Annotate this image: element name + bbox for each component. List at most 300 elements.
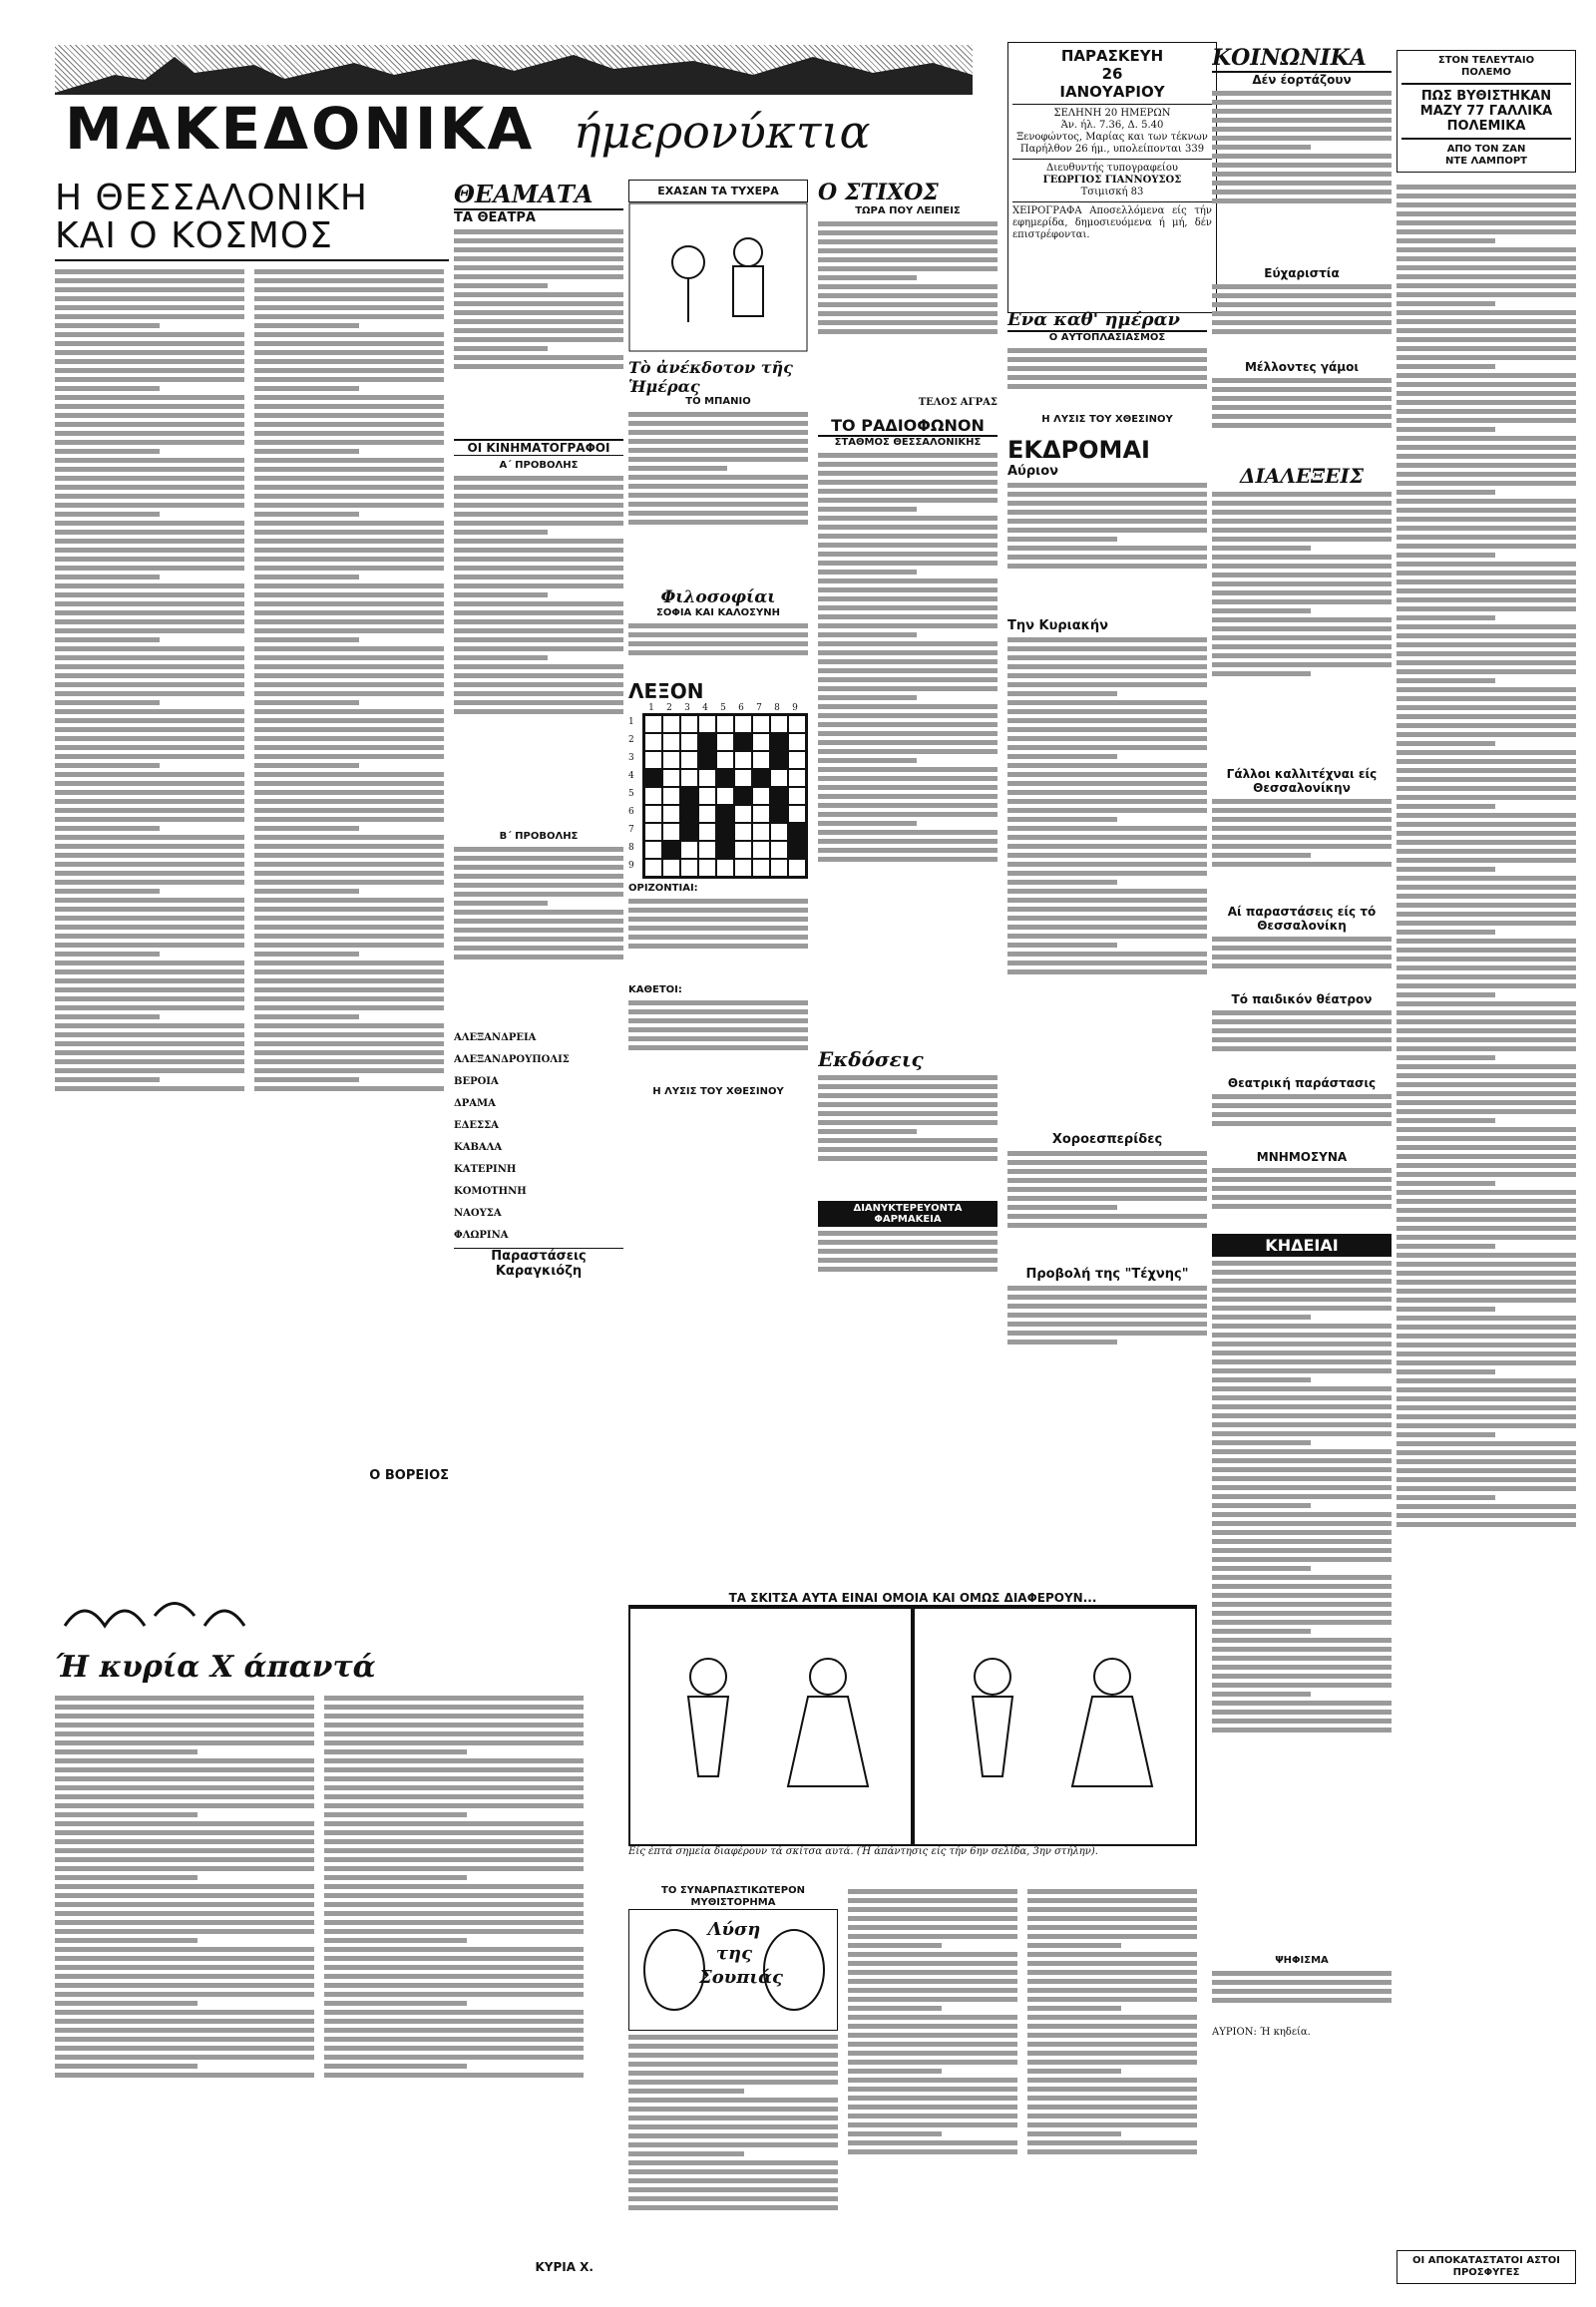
memorial-body	[1212, 1164, 1392, 1234]
radio-station: ΣΤΑΘΜΟΣ ΘΕΣΣΑΛΟΝΙΚΗΣ	[834, 437, 982, 448]
text-line	[1396, 1459, 1576, 1464]
text-line	[55, 431, 244, 436]
text-line	[1212, 1629, 1311, 1634]
text-line	[1212, 1306, 1392, 1311]
text-line	[1212, 1539, 1392, 1544]
text-line	[254, 754, 444, 759]
text-line	[818, 578, 998, 583]
text-line	[55, 1023, 244, 1028]
text-line	[1212, 1998, 1392, 2003]
text-line	[1212, 1584, 1392, 1589]
weddings-body	[1212, 374, 1392, 464]
text-line	[55, 1740, 314, 1745]
text-line	[1396, 1145, 1576, 1150]
text-line	[1007, 709, 1207, 714]
text-line	[254, 709, 444, 714]
karagiozis-heading: Παραστάσεις Καραγκιόζη	[454, 1248, 623, 1279]
lectures: ΔΙΑΛΕΞΕΙΣ	[1240, 464, 1364, 488]
text-line	[628, 2098, 838, 2103]
text-line	[324, 1938, 467, 1943]
wishes: Εύχαριστία	[1264, 266, 1340, 280]
text-line	[454, 310, 623, 315]
text-line	[1007, 763, 1207, 768]
text-line	[1396, 849, 1576, 854]
text-line	[818, 275, 917, 280]
crossword-grid	[642, 713, 808, 879]
text-line	[254, 799, 444, 804]
crossword-cell	[752, 715, 770, 733]
text-line	[454, 503, 623, 508]
text-line	[848, 2096, 1017, 2101]
text-line	[1396, 1262, 1576, 1267]
text-line	[1396, 229, 1576, 234]
text-line	[1396, 606, 1576, 611]
text-line	[254, 449, 359, 454]
artists-body	[1212, 795, 1392, 905]
text-line	[818, 1147, 998, 1152]
crossword-cell	[644, 715, 662, 733]
ekdromai-title: ΕΚΔΡΟΜΑΙ	[1007, 436, 1150, 464]
text-line	[1396, 1109, 1576, 1114]
text-line	[254, 476, 444, 481]
text-line	[1212, 671, 1311, 676]
text-line	[818, 471, 998, 476]
date-sun: Άν. ήλ. 7.36, Δ. 5.40	[1060, 120, 1164, 131]
text-line	[848, 1934, 1017, 1939]
psifisma-body	[1212, 1967, 1392, 2027]
text-line	[254, 925, 444, 930]
crossword-cell	[752, 751, 770, 769]
text-line	[1396, 741, 1495, 746]
bottom-text-col-b	[1027, 1885, 1197, 2284]
text-line	[55, 853, 244, 858]
text-line	[1396, 382, 1576, 387]
text-line	[55, 476, 244, 481]
text-line	[818, 1102, 998, 1107]
text-line	[1212, 1413, 1392, 1418]
text-line	[1007, 934, 1207, 939]
area-cinemas-list	[454, 1032, 623, 1242]
text-line	[1396, 508, 1576, 513]
text-line	[55, 1696, 314, 1701]
text-line	[254, 1005, 444, 1010]
text-line	[454, 283, 548, 288]
crossword-cell	[788, 823, 806, 841]
text-line	[628, 1036, 808, 1041]
text-line	[454, 955, 623, 960]
text-line	[1212, 1665, 1392, 1670]
cartoon2	[628, 1591, 1197, 1880]
text-line	[1396, 256, 1576, 261]
text-line	[1212, 284, 1392, 289]
text-line	[324, 1911, 584, 1916]
text-line	[55, 1911, 314, 1916]
cinemas-heading: ΟΙ ΚΙΝΗΜΑΤΟΓΡΑΦΟΙ	[454, 439, 623, 456]
text-line	[254, 996, 444, 1001]
text-line	[818, 257, 998, 262]
last-minute-headline: ΠΩΣ ΒΥΘΙΣΤΗΚΑΝ ΜΑΖΥ 77 ΓΑΛΛΙΚΑ ΠΟΛΕΜΙΚΑ	[1419, 89, 1553, 134]
childrens-theatre: Τό παιδικόν θέατρον	[1231, 992, 1373, 1006]
novel-body	[628, 2031, 838, 2284]
crossword-cell	[770, 841, 788, 859]
text-line	[628, 908, 808, 913]
text-line	[1396, 1037, 1576, 1042]
text-line	[1212, 519, 1392, 524]
text-line	[454, 892, 623, 897]
text-line	[818, 311, 998, 316]
text-line	[1396, 310, 1576, 315]
text-line	[1212, 1431, 1392, 1436]
text-line	[818, 1240, 998, 1245]
crossword-row-number: 8	[628, 843, 634, 853]
text-line	[1396, 436, 1576, 441]
text-line	[1212, 1449, 1392, 1454]
text-line	[818, 221, 998, 226]
crossword-cell	[788, 769, 806, 787]
text-line	[55, 1983, 314, 1988]
crossword-cell	[662, 751, 680, 769]
text-line	[1007, 546, 1207, 551]
text-line	[848, 2033, 1017, 2038]
text-line	[1212, 145, 1311, 150]
crossword-cell	[698, 733, 716, 751]
text-line	[1396, 1010, 1576, 1015]
text-line	[1007, 1196, 1207, 1201]
text-line	[454, 637, 623, 642]
text-line	[55, 350, 244, 355]
text-line	[1212, 293, 1392, 298]
text-line	[324, 1866, 584, 1871]
text-line	[848, 1916, 1017, 1921]
text-line	[848, 1961, 1017, 1966]
text-line	[818, 1129, 917, 1134]
text-line	[848, 1898, 1017, 1903]
koinonika-column	[1212, 45, 1392, 2289]
crossword-row-numbers	[628, 713, 642, 879]
text-line	[1007, 862, 1207, 867]
text-line	[55, 826, 160, 831]
text-line	[1212, 1719, 1392, 1724]
text-line	[848, 1970, 1017, 1975]
text-line	[254, 404, 444, 409]
crossword-solution-heading: Η ΛΥΣΙΣ ΤΟΥ ΧΘΕΣΙΝΟΥ	[652, 1086, 784, 1097]
text-line	[55, 1884, 314, 1889]
text-line	[818, 776, 998, 781]
crossword-cell	[788, 841, 806, 859]
crossword-cell	[662, 859, 680, 877]
future-weddings: Μέλλοντες γάμοι	[1244, 360, 1360, 374]
text-line	[454, 673, 623, 678]
text-line	[818, 740, 998, 745]
text-line	[628, 502, 808, 507]
text-line	[55, 494, 244, 499]
text-line	[454, 521, 623, 526]
text-line	[55, 2073, 314, 2078]
text-line	[628, 2169, 838, 2174]
text-line	[324, 2055, 584, 2060]
text-line	[1212, 414, 1392, 419]
area-heading: ΒΕΡΟΙΑ	[454, 1076, 499, 1087]
text-line	[1007, 1331, 1207, 1336]
text-line	[1396, 831, 1576, 836]
text-line	[55, 1947, 314, 1952]
text-line	[1396, 427, 1495, 432]
kath-imeran-body	[1007, 344, 1207, 414]
text-line	[1396, 579, 1576, 584]
text-line	[1396, 1064, 1576, 1069]
text-line	[55, 1723, 314, 1728]
text-line	[628, 2133, 838, 2138]
masthead-subtitle: ήμερονύκτια	[574, 105, 871, 159]
crossword-cell	[644, 787, 662, 805]
text-line	[1007, 718, 1207, 723]
text-line	[818, 587, 998, 592]
text-line	[254, 880, 444, 885]
area-heading: ΑΛΕΞΑΝΔΡΕΙΑ	[454, 1032, 537, 1043]
text-line	[254, 368, 444, 373]
text-line	[1007, 817, 1117, 822]
text-line	[1396, 1028, 1576, 1033]
text-line	[1007, 790, 1207, 795]
crossword-cell	[716, 733, 734, 751]
text-line	[454, 691, 623, 696]
crossword-cell	[788, 805, 806, 823]
text-line	[1396, 1495, 1495, 1500]
crossword-cell	[680, 823, 698, 841]
text-line	[628, 641, 808, 646]
text-line	[55, 736, 244, 741]
text-line	[1212, 564, 1392, 569]
text-line	[254, 987, 444, 992]
last-minute-body	[1396, 181, 1576, 2125]
text-line	[1007, 808, 1207, 813]
crossword-cell	[734, 715, 752, 733]
text-line	[1212, 1656, 1392, 1661]
cartoon2-caption: Είς έπτά σημεία διαφέρουν τά σκίτσα αυτά. (Ή άπάντησις είς τήν 6ην σελίδα, 3ην στήλην).	[628, 1846, 1098, 1857]
text-line	[254, 332, 444, 337]
text-line	[454, 346, 548, 351]
text-line	[1212, 190, 1392, 194]
text-line	[1212, 492, 1392, 497]
text-line	[848, 1952, 1017, 1957]
text-line	[1212, 1350, 1392, 1355]
text-line	[1212, 1980, 1392, 1985]
text-line	[818, 686, 998, 691]
filosofia-subtitle: ΣΟΦΙΑ ΚΑΙ ΚΑΛΟΣΥΝΗ	[655, 607, 780, 618]
text-line	[818, 462, 998, 467]
text-line	[55, 1848, 314, 1853]
text-line	[324, 1785, 584, 1790]
crossword-cell	[770, 859, 788, 877]
text-line	[1396, 472, 1576, 477]
text-line	[818, 1111, 998, 1116]
text-line	[818, 1075, 998, 1080]
text-line	[1007, 1187, 1207, 1192]
crossword-cell	[788, 715, 806, 733]
text-line	[324, 2010, 584, 2015]
text-line	[55, 440, 244, 445]
text-line	[628, 632, 808, 637]
text-line	[1007, 925, 1207, 930]
text-line	[1212, 510, 1392, 515]
text-line	[1027, 2015, 1197, 2020]
text-line	[324, 2046, 584, 2051]
text-line	[454, 301, 623, 306]
text-line	[1007, 1205, 1117, 1210]
last-minute-footer: ΟΙ ΑΠΟΚΑΤΑΣΤΑΤΟΙ ΑΣΤΟΙ ΠΡΟΣΦΥΓΕΣ	[1396, 2250, 1576, 2284]
text-line	[628, 2089, 744, 2094]
crossword-row-number: 5	[628, 789, 634, 799]
text-line	[324, 1857, 584, 1862]
text-line	[848, 1925, 1017, 1930]
text-line	[1027, 2087, 1197, 2092]
date-note: ΧΕΙΡΟΓΡΑΦΑ Αποσελλόμενα είς τήν εφημερίδα, δημοσιευόμενα ή μή, δέν επιστρέφονται.	[1012, 205, 1212, 240]
text-line	[818, 758, 917, 763]
text-line	[1027, 2078, 1197, 2083]
area-heading: ΝΑΟΥΣΑ	[454, 1208, 502, 1219]
text-line	[818, 641, 998, 646]
text-line	[254, 548, 444, 553]
text-line	[254, 907, 444, 912]
text-line	[1396, 1387, 1576, 1392]
text-line	[454, 628, 623, 633]
text-line	[454, 530, 548, 535]
text-line	[324, 1830, 584, 1835]
text-line	[818, 561, 998, 566]
text-line	[55, 2055, 314, 2060]
text-line	[1007, 528, 1207, 533]
text-line	[1007, 880, 1117, 885]
last-minute-column	[1396, 50, 1576, 2284]
text-line	[454, 494, 623, 499]
text-line	[1396, 1298, 1576, 1303]
memorial: ΜΝΗΜΟΣΥΝΑ	[1256, 1150, 1348, 1164]
text-line	[55, 754, 244, 759]
text-line	[1212, 1297, 1392, 1302]
crossword-cell	[716, 841, 734, 859]
text-line	[818, 677, 998, 682]
text-line	[1396, 651, 1576, 656]
text-line	[55, 1767, 314, 1772]
text-line	[1212, 1521, 1392, 1526]
text-line	[1212, 1512, 1392, 1517]
kuria-x-signature: ΚΥΡΙΑ Χ.	[535, 2260, 594, 2274]
text-line	[1007, 889, 1207, 894]
date-box	[1007, 42, 1217, 313]
crossword-cell	[788, 751, 806, 769]
text-line	[454, 865, 623, 870]
crossword-cell	[662, 805, 680, 823]
lectures-body	[1212, 488, 1392, 767]
text-line	[454, 364, 623, 369]
text-line	[1212, 608, 1311, 613]
masthead-skyline-icon	[55, 45, 973, 95]
text-line	[55, 287, 244, 292]
text-line	[1396, 373, 1576, 378]
text-line	[1212, 955, 1392, 960]
text-line	[454, 328, 623, 333]
crossword-column-number: 4	[702, 703, 708, 713]
text-line	[628, 944, 808, 949]
text-line	[254, 1041, 444, 1046]
text-line	[1396, 1208, 1576, 1213]
text-line	[1007, 826, 1207, 831]
text-line	[1396, 732, 1576, 737]
text-line	[55, 1749, 198, 1754]
text-line	[1212, 1503, 1311, 1508]
text-line	[1212, 1458, 1392, 1463]
childrens-body	[1212, 1006, 1392, 1076]
text-line	[254, 745, 444, 750]
crossword-cell	[662, 841, 680, 859]
text-line	[848, 1889, 1017, 1894]
text-line	[254, 637, 359, 642]
text-line	[1007, 357, 1207, 362]
crossword-row-number: 9	[628, 861, 634, 871]
text-line	[628, 1000, 808, 1005]
text-line	[818, 794, 998, 799]
text-line	[454, 919, 623, 924]
second-run-body	[454, 843, 623, 1022]
text-line	[324, 2019, 584, 2024]
crossword-cell	[698, 769, 716, 787]
text-line	[1212, 1288, 1392, 1293]
text-line	[848, 2042, 1017, 2047]
area-heading: ΚΑΤΕΡΙΝΗ	[454, 1164, 517, 1175]
ekdromai-tomorrow-body	[1007, 479, 1207, 618]
text-line	[55, 2046, 314, 2051]
text-line	[1212, 163, 1392, 168]
text-line	[848, 1907, 1017, 1912]
text-line	[454, 847, 623, 852]
text-line	[1396, 1360, 1576, 1365]
text-line	[55, 808, 244, 813]
crossword-cell	[788, 733, 806, 751]
main-story-title-2: ΚΑΙ Ο ΚΟΣΜΟΣ	[55, 215, 333, 256]
text-line	[1396, 319, 1576, 324]
text-line	[1212, 946, 1392, 951]
novel-column	[628, 1885, 838, 2284]
text-line	[324, 1705, 584, 1710]
crossword-column-number: 2	[666, 703, 672, 713]
text-line	[818, 248, 998, 253]
text-line	[818, 857, 998, 862]
text-line	[1027, 2140, 1197, 2145]
text-line	[254, 673, 444, 678]
text-line	[1027, 1970, 1197, 1975]
text-line	[254, 952, 359, 957]
text-line	[1007, 1304, 1207, 1309]
crossword-cell	[788, 859, 806, 877]
text-line	[1212, 181, 1392, 186]
main-story-col-2	[254, 265, 444, 1462]
text-line	[628, 2053, 838, 2058]
text-line	[1007, 853, 1207, 858]
text-line	[324, 1767, 584, 1772]
text-line	[818, 525, 998, 530]
text-line	[1396, 876, 1576, 881]
text-line	[818, 1249, 998, 1254]
text-line	[254, 512, 359, 517]
choroesperides-body	[1007, 1147, 1207, 1267]
text-line	[55, 359, 244, 364]
theamata-column	[454, 180, 623, 1576]
text-line	[324, 1731, 584, 1736]
text-line	[254, 1014, 359, 1019]
text-line	[254, 467, 444, 472]
text-line	[818, 650, 998, 655]
filosofia-body	[628, 619, 808, 679]
